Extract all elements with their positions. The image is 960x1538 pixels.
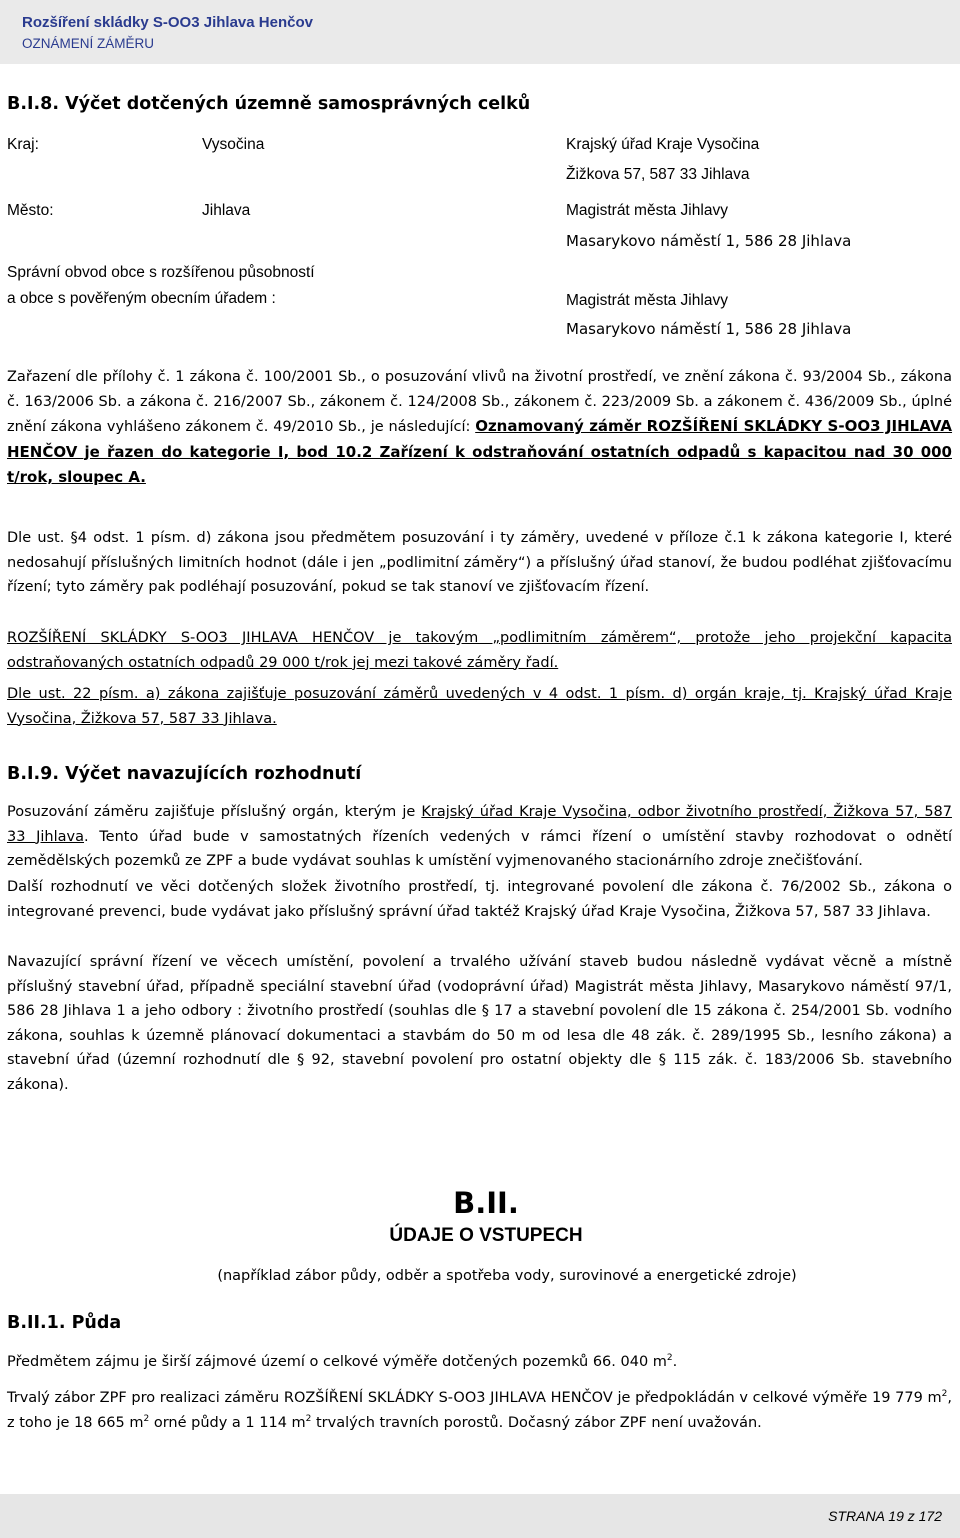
kraj-office: Krajský úřad Kraje Vysočina (566, 136, 760, 153)
superscript: 2 (143, 1413, 150, 1424)
page-number: STRANA 19 z 172 (828, 1508, 942, 1524)
b19-paragraph-3: Navazující správní řízení ve věcech umístění, povolení a trvalého užívání staveb budou následně vydávat věcně a místně příslušný stavební úřad, případně speciální stavební úřad (vodoprávní úřad) Magistrát města Jihlavy, Masarykovo náměstí 97/1, 586 28 Jihlava 1 a jeho odbory : životního prostředí (souhlas dle § 17 a stavební povolení dle 15 zákona č. 254/2001 Sb. vodního zákona, souhlas k územně plánovací dokumentaci a stavbám do 50 m od lesa dle 48 zák. č. 289/1995 Sb., lesního zákona) a stavební úřad (územní rozhodnutí dle § 92, stavební povolení pro ostatní objekty dle § 115 zák. č. 183/2006 Sb. stavebního zákona). (7, 954, 952, 1093)
superscript: 2 (941, 1389, 948, 1400)
section-note-b2: (například zábor půdy, odběr a spotřeba vody, surovinové a energetické zdroje) (217, 1268, 797, 1284)
b21-p2-a: Trvalý zábor ZPF pro realizaci záměru ROZŠÍŘENÍ SKLÁDKY S-OO3 JIHLAVA HENČOV je předpokládán v celkové výměře 19 779 m (7, 1390, 942, 1406)
section-title-b2: B.II. (453, 1186, 519, 1220)
obvod-address: Masarykovo náměstí 1, 586 28 Jihlava (566, 320, 852, 338)
b19-p1-start: Posuzování záměru zajišťuje příslušný orgán, kterým je (7, 804, 422, 820)
b21-p2-b: , z toho je 18 665 m (7, 1390, 952, 1431)
kraj-address: Žižkova 57, 587 33 Jihlava (566, 166, 750, 183)
zarazeni-paragraph (7, 365, 952, 491)
podlimitni-paragraph: ROZŠÍŘENÍ SKLÁDKY S-OO3 JIHLAVA HENČOV je takovým „podlimitním záměrem“, protože jeho projekční kapacita odstraňovaných ostatních odpadů 29 000 t/rok jej mezi takové záměry řadí. (7, 630, 952, 671)
superscript: 2 (305, 1413, 312, 1424)
mesto-label: Město: (7, 202, 54, 219)
document-footer (0, 1494, 960, 1538)
dle-ust-paragraph: Dle ust. §4 odst. 1 písm. d) zákona jsou předmětem posuzování i ty záměry, uvedené v příloze č.1 k zákona kategorie I, které nedosahují příslušných limitních hodnot (dále i jen „podlimitní záměry“) a příslušný úřad stanoví, že budou podléhat zjišťovacímu řízení; tyto záměry pak podléhají posuzování, pokud se tak stanoví ve zjišťovacím řízení. (7, 530, 952, 595)
section-heading-b18: B.I.8. Výčet dotčených územně samosprávných celků (7, 94, 531, 114)
zarazeni-category: Oznamovaný záměr ROZŠÍŘENÍ SKLÁDKY S-OO3 JIHLAVA HENČOV je řazen do kategorie I, bod 10.2 Zařízení k odstraňování ostatních odpadů s kapacitou nad 30 000 t/rok, sloupec A. (7, 417, 953, 486)
obvod-office: Magistrát města Jihlavy (566, 292, 728, 309)
b19-p1-end: . Tento úřad bude v samostatných řízeních vedených v rámci řízení o umístění stavby rozhodovat o odnětí zemědělských pozemků ze ZPF a bude vydávat souhlas k umístění vyjmenovaného stacionárního zdroje znečišťování. (7, 828, 952, 869)
mesto-address: Masarykovo náměstí 1, 586 28 Jihlava (566, 232, 852, 250)
obvod-label-line2: a obce s pověřeným obecním úřadem : (7, 290, 276, 307)
zarazeni-intro: Zařazení dle přílohy č. 1 zákona č. 100/2001 Sb., o posuzování vlivů na životní prostředí, ve znění zákona č. 93/2004 Sb., zákona č. 163/2006 Sb. a zákona č. 216/2007 Sb., zákonem č. 124/2008 Sb., zákonem č. 223/2009 Sb. a zákonem č. 436/2009 Sb., úplné znění zákona vyhlášeno zákonem č. 49/2010 Sb., je následující: (7, 369, 952, 435)
b21-paragraph-2 (7, 1386, 952, 1435)
b19-paragraph-2: Další rozhodnutí ve věci dotčených složek životního prostředí, tj. integrované povolení dle zákona č. 76/2002 Sb., zákona o integrované prevenci, bude vydávat jako příslušný správní úřad taktéž Krajský úřad Kraje Vysočina, Žižkova 57, 587 33 Jihlava. (7, 879, 952, 920)
b21-p2-d: trvalých travních porostů. Dočasný zábor ZPF není uvažován. (311, 1414, 762, 1431)
kraj-value: Vysočina (202, 136, 265, 153)
mesto-office: Magistrát města Jihlavy (566, 202, 728, 219)
ust22-paragraph: Dle ust. 22 písm. a) zákona zajišťuje posuzování záměrů uvedených v 4 odst. 1 písm. d) orgán kraje, tj. Krajský úřad Kraje Vysočina, Žižkova 57, 587 33 Jihlava. (7, 686, 952, 727)
document-header (0, 0, 960, 64)
header-title: Rozšíření skládky S-OO3 Jihlava Henčov (22, 14, 313, 31)
kraj-label: Kraj: (7, 136, 39, 153)
section-heading-b19: B.I.9. Výčet navazujících rozhodnutí (7, 764, 362, 784)
superscript: 2 (666, 1353, 673, 1364)
mesto-value: Jihlava (202, 202, 251, 219)
b21-p2-c: orné půdy a 1 114 m (149, 1414, 306, 1431)
b21-paragraph-1 (7, 1350, 952, 1375)
obvod-label-line1: Správní obvod obce s rozšířenou působností (7, 264, 315, 281)
b21-p1-end: . (672, 1354, 678, 1370)
section-subtitle-b2: ÚDAJE O VSTUPECH (389, 1225, 583, 1246)
krajsky-urad-link: Krajský úřad Kraje Vysočina, odbor životního prostředí, Žižkova 57, 587 33 Jihlava (7, 804, 952, 845)
section-heading-b21: B.II.1. Půda (7, 1313, 122, 1333)
b21-p1-text: Předmětem zájmu je širší zájmové území o celkové výměře dotčených pozemků 66. 040 m (7, 1354, 667, 1370)
b19-paragraph-1 (7, 800, 952, 874)
header-subtitle: OZNÁMENÍ ZÁMĚRU (22, 36, 155, 51)
